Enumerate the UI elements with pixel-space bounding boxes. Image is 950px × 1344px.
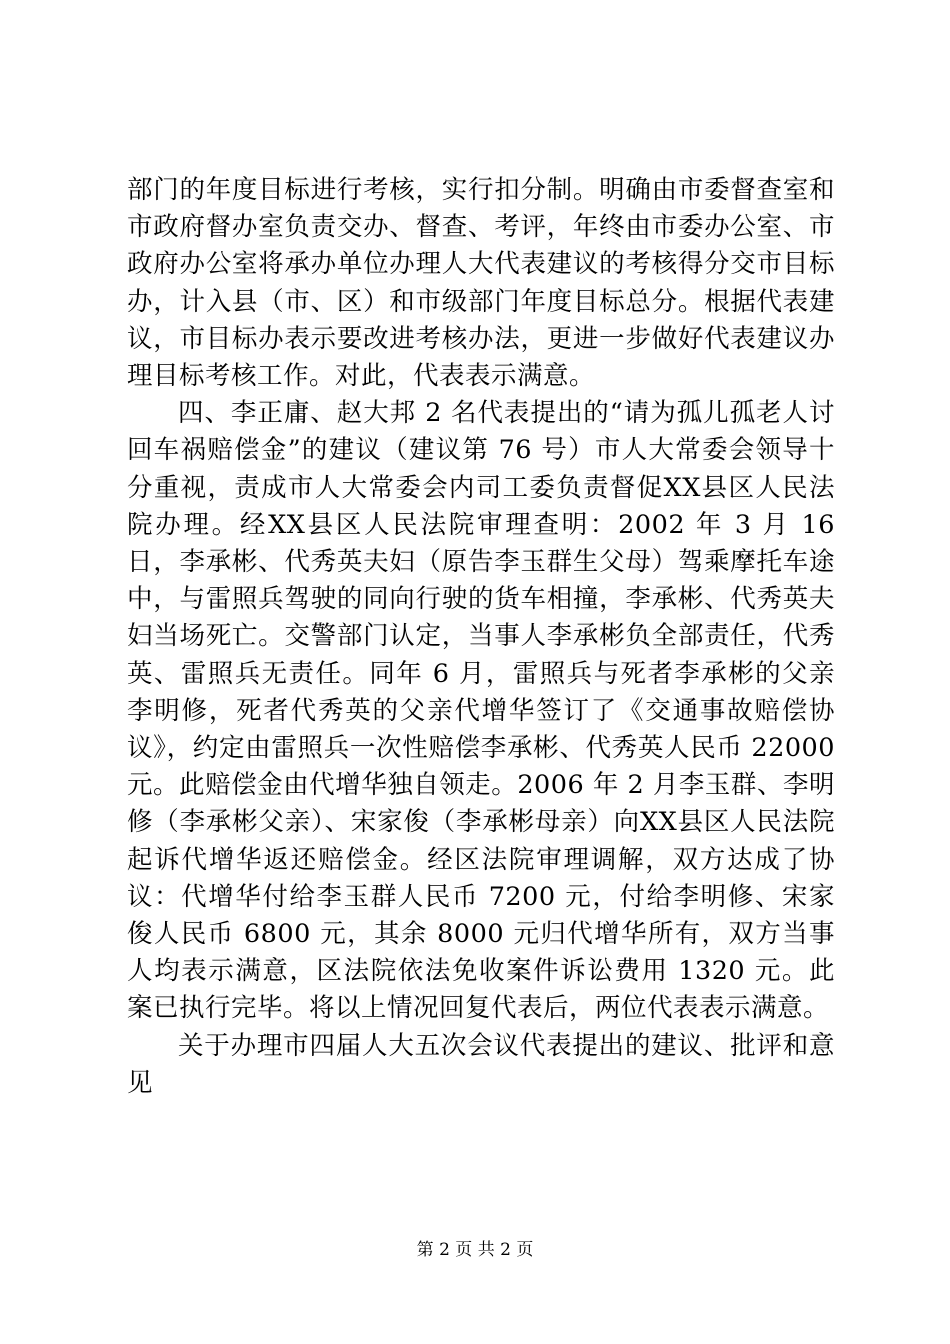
page-footer: 第 2 页 共 2 页	[416, 1240, 534, 1260]
paragraph-item-four: 四、李正庸、赵大邦 2 名代表提出的“请为孤儿孤老人讨回车祸赔偿金”的建议（建议第 76 号）市人大常委会领导十分重视，责成市人大常委会内司工委负责督促XX县区人民法院办理。经XX县区人民法院审理查明：2002 年 3 月 16 日，李承彬、代秀英夫妇（原告李玉群生父母）驾乘摩托车途中，与雷照兵驾驶的同向行驶的货车相撞，李承彬、代秀英夫妇当场死亡。交警部门认定，当事人李承彬负全部责任，代秀英、雷照兵无责任。同年 6 月，雷照兵与死者李承彬的父亲李明修，死者代秀英的父亲代增华签订了《交通事故赔偿协议》，约定由雷照兵一次性赔偿李承彬、代秀英人民币 22000 元。此赔偿金由代增华独自领走。2006 年 2 月李玉群、李明修（李承彬父亲）、宋家俊（李承彬母亲）向XX县区人民法院起诉代增华返还赔偿金。经区法院审理调解，双方达成了协议：代增华付给李玉群人民币 7200 元，付给李明修、宋家俊人民币 6800 元，其余 8000 元归代增华所有，双方当事人均表示满意，区法院依法免收案件诉讼费用 1320 元。此案已执行完毕。将以上情况回复代表后，两位代表表示满意。	[127, 398, 835, 1024]
paragraph-closing-title: 关于办理市四届人大五次会议代表提出的建议、批评和意见	[127, 1030, 835, 1098]
paragraph-continuation: 部门的年度目标进行考核，实行扣分制。明确由市委督查室和市政府督办室负责交办、督查、考评，年终由市委办公室、市政府办公室将承办单位办理人大代表建议的考核得分交市目标办，计入县（市、区）和市级部门年度目标总分。根据代表建议，市目标办表示要改进考核办法，更进一步做好代表建议办理目标考核工作。对此，代表表示满意。	[127, 175, 835, 392]
document-body	[127, 172, 835, 1102]
